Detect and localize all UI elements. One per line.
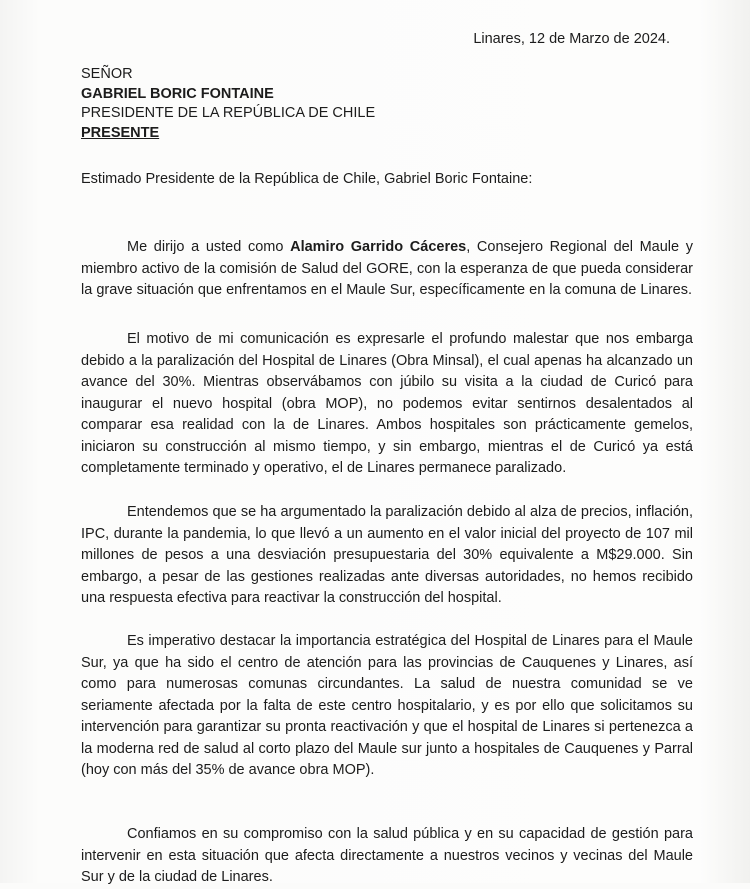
recipient-title: PRESIDENTE DE LA REPÚBLICA DE CHILE [81, 105, 376, 121]
paragraph-1 [81, 237, 693, 302]
recipient-honorific: SEÑOR [81, 66, 133, 82]
paragraph-1-intro: Me dirijo a usted como [127, 239, 291, 255]
letter-date: Linares, 12 de Marzo de 2024. [473, 31, 670, 47]
paragraph-1-rest: , Consejero Regional del Maule y miembro activo de la comisión de Salud del GORE, con la esperanza de que pueda considerar la grave situación que enfrentamos en el Maule Sur, específicamente en la comuna de Linares. [81, 239, 693, 298]
recipient-name: GABRIEL BORIC FONTAINE [81, 85, 274, 102]
recipient-block [81, 65, 375, 143]
paragraph-2: El motivo de mi comunicación es expresarle el profundo malestar que nos embarga debido a la paralización del Hospital de Linares (Obra Minsal), el cual apenas ha alcanzado un avance del 30%. Mientras observábamos con júbilo su visita a la ciudad de Curicó para inaugurar el nuevo hospital (obra MOP), no podemos evitar sentirnos desalentados al comparar esa realidad con la de Linares. Ambos hospitales son prácticamente gemelos, iniciaron su construcción al mismo tiempo, y sin embargo, mientras el de Curicó ya está completamente terminado y operativo, el de Linares permanece paralizado. [81, 331, 693, 476]
paragraph-5: Confiamos en su compromiso con la salud pública y en su capacidad de gestión para intervenir en esta situación que afecta directamente a nuestros vecinos y vecinas del Maule Sur y de la ciudad de Linares. [81, 826, 693, 885]
paragraph-3: Entendemos que se ha argumentado la paralización debido al alza de precios, inflación, IPC, durante la pandemia, lo que llevó a un aumento en el valor inicial del proyecto de 107 mil millones de pesos a una desviación presupuestaria del 30% equivalente a M$29.000. Sin embargo, a pesar de las gestiones realizadas ante diversas autoridades, no hemos recibido una respuesta efectiva para reactivar la construcción del hospital. [81, 504, 693, 606]
recipient-presente: PRESENTE [81, 124, 160, 141]
author-name: Alamiro Garrido Cáceres [290, 239, 467, 255]
paragraph-4: Es imperativo destacar la importancia estratégica del Hospital de Linares para el Maule Sur, ya que ha sido el centro de atención para las provincias de Cauquenes y Linares, así como para numerosas comunas circundantes. La salud de nuestra comunidad se ve seriamente afectada por la falta de este centro hospitalario, y es por ello que solicitamos su intervención para garantizar su pronta reactivación y que el hospital de Linares si pertenezca a la moderna red de salud al corto plazo del Maule sur junto a hospitales de Cauquenes y Parral (hoy con más del 35% de avance obra MOP). [81, 633, 693, 778]
salutation: Estimado Presidente de la República de Chile, Gabriel Boric Fontaine: [81, 171, 533, 187]
